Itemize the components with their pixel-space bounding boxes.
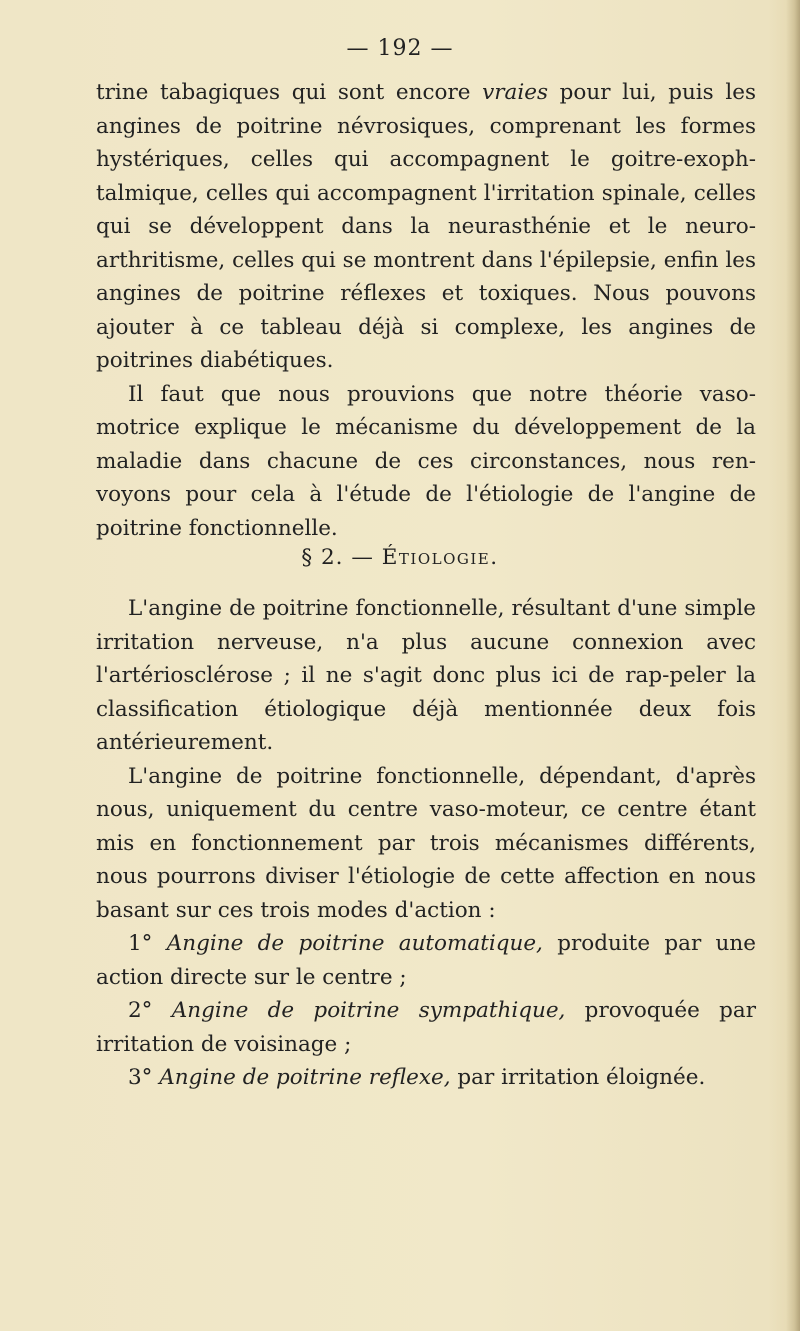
paragraph-theory: Il faut que nous prouvions que notre théorie vaso-motrice explique le mécanisme du développement de la maladie dans chacune de ces circonstances, nous ren-voyons pour cela à l'étude de l'étiologie de l'angine de poitrine fonctionnelle. (96, 381, 756, 541)
list-item-title: Angine de poitrine reflexe, (159, 1065, 451, 1090)
list-item (96, 994, 756, 1061)
list-item-text: provoquée par irritation de voisinage ; (96, 998, 756, 1057)
paragraph-intro-italic: vraies (482, 80, 549, 105)
paragraph-intro-part-1: trine tabagiques qui sont encore (96, 80, 483, 105)
list-item-number: 3° (128, 1065, 153, 1090)
list-item (96, 1061, 756, 1095)
page-number: — 192 — (346, 36, 454, 61)
list-item (96, 927, 756, 994)
section-heading (0, 545, 800, 570)
list-item-text: par irritation éloignée. (450, 1065, 706, 1090)
section-prefix: § 2. — (301, 545, 382, 570)
list-item-number: 1° (128, 931, 153, 956)
list-item-title: Angine de poitrine automatique, (166, 931, 543, 956)
list-item-text: produite par une action directe sur le centre ; (96, 931, 756, 990)
paragraph-intro-part-2: pour lui, puis les angines de poitrine névrosiques, comprenant les formes hystériques, celles qui accompagnent le goitre-exoph-talmique, celles qui accompagnent l'irritation spinale, celles qui se développent dans la neurasthénie et le neuro-arthritisme, celles qui se montrent dans l'épilepsie, enfin les angines de poitrine réflexes et toxiques. Nous pouvons ajouter à ce tableau déjà si complexe, les angines de poitrines diabétiques. (96, 80, 756, 373)
paragraph-etiology-1: L'angine de poitrine fonctionnelle, résultant d'une simple irritation nerveuse, n'a plus aucune connexion avec l'artériosclérose ; il ne s'agit donc plus ici de rap-peler la classification étiologique déjà mentionnée deux fois antérieurement. (96, 596, 756, 755)
section-title: Étiologie. (381, 545, 499, 570)
paragraph-intro (96, 76, 756, 378)
text-block-bottom (96, 592, 756, 1095)
list-item-number: 2° (128, 998, 153, 1023)
list-item-title: Angine de poitrine sympathique, (171, 998, 566, 1023)
paragraph-etiology-2: L'angine de poitrine fonctionnelle, dépendant, d'après nous, uniquement du centre vaso-moteur, ce centre étant mis en fonctionnement par trois mécanismes différents, nous pourrons diviser l'étiologie de cette affection en nous basant sur ces trois modes d'action : (96, 763, 756, 923)
text-block-top (96, 76, 756, 545)
page-edge-shadow (786, 0, 800, 1331)
